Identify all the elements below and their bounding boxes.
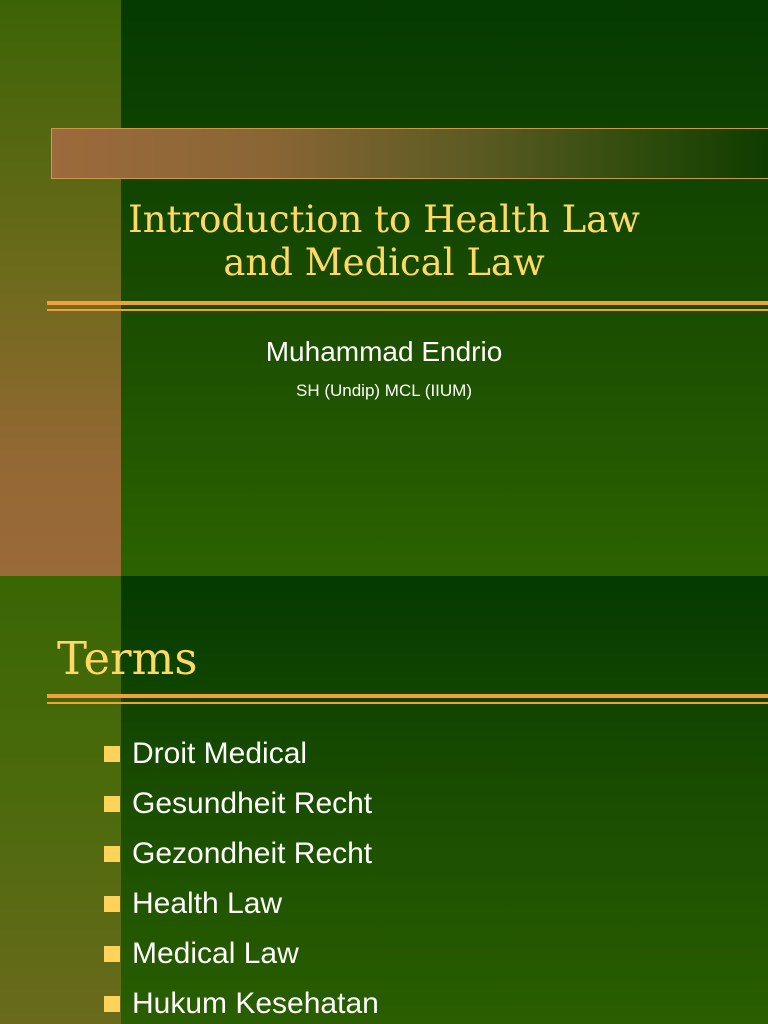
side-color-band — [0, 0, 121, 576]
heading-divider-thick — [47, 694, 768, 698]
list-item — [104, 929, 379, 979]
term-label: Gesundheit Recht — [132, 787, 373, 820]
title-line-2: and Medical Law — [223, 241, 545, 284]
author-credentials: SH (Undip) MCL (IIUM) — [296, 381, 472, 400]
list-item — [104, 829, 379, 879]
list-item — [104, 779, 379, 829]
heading-divider-thin — [47, 702, 768, 704]
author-name: Muhammad Endrio — [265, 336, 503, 367]
terms-list — [104, 729, 379, 1024]
square-bullet-icon — [104, 996, 120, 1012]
list-item — [104, 979, 379, 1024]
term-label: Hukum Kesehatan — [132, 987, 379, 1020]
term-label: Gezondheit Recht — [132, 837, 373, 870]
square-bullet-icon — [104, 846, 120, 862]
slide-title — [0, 198, 768, 284]
title-gradient-bar — [51, 128, 768, 179]
slide-heading: Terms — [57, 632, 198, 685]
term-label: Medical Law — [132, 937, 299, 970]
list-item — [104, 879, 379, 929]
title-line-1: Introduction to Health Law — [128, 198, 640, 241]
square-bullet-icon — [104, 946, 120, 962]
term-label: Droit Medical — [132, 737, 308, 770]
square-bullet-icon — [104, 896, 120, 912]
title-divider-thin — [47, 309, 768, 311]
title-divider-thick — [47, 301, 768, 305]
term-label: Health Law — [132, 887, 283, 920]
square-bullet-icon — [104, 796, 120, 812]
square-bullet-icon — [104, 746, 120, 762]
terms-slide — [0, 576, 768, 1024]
list-item — [104, 729, 379, 779]
